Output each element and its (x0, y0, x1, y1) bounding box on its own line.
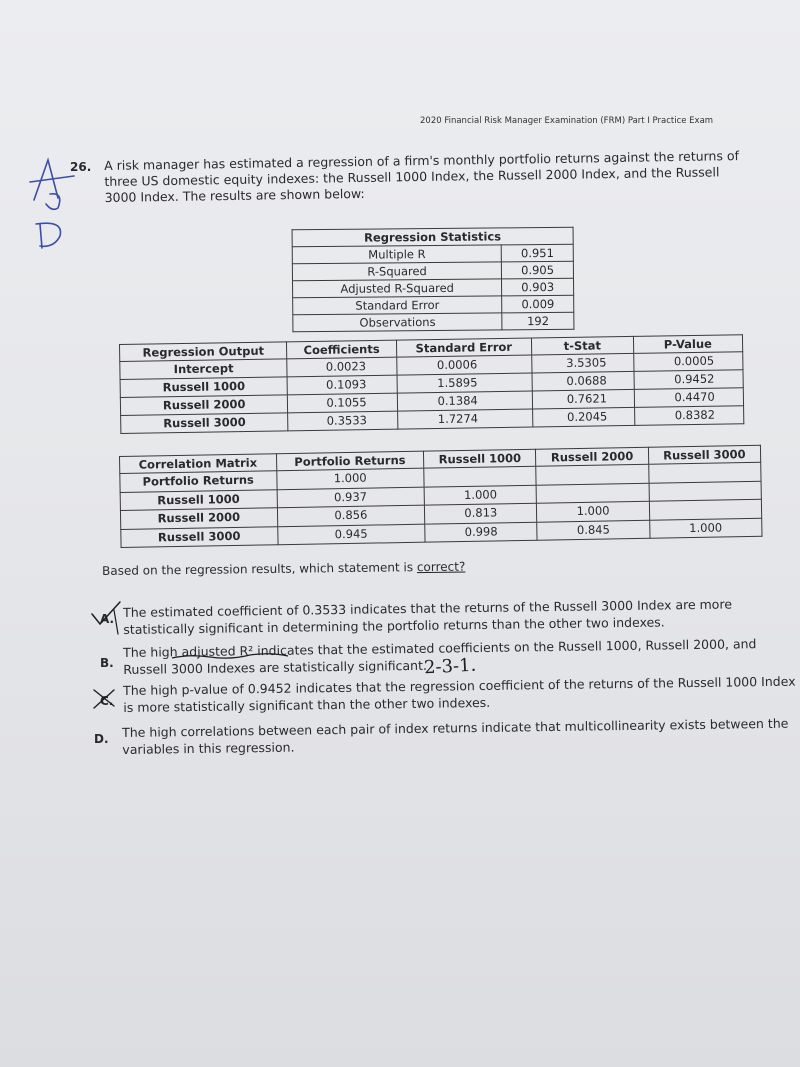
table-cell: 3.5305 (532, 353, 634, 373)
question-prompt (102, 560, 465, 578)
row-label: Russell 3000 (121, 413, 289, 434)
row-label: Russell 1000 (120, 489, 277, 510)
table-cell: 0.0006 (396, 355, 532, 375)
column-header: P-Value (633, 335, 743, 354)
table-cell (536, 483, 649, 503)
column-header: Russell 3000 (648, 445, 761, 464)
question-stem: A risk manager has estimated a regression of a firm's monthly portfolio returns against the returns of three US domestic equity indexes: the Russell 1000 Index, the Russell 2000 Index, and the Russell 3000 Index. The results are shown below: (104, 148, 740, 205)
stat-value: 192 (502, 312, 574, 330)
table-cell: 0.3533 (288, 411, 397, 431)
table-row (293, 278, 574, 297)
table-cell (649, 481, 762, 501)
row-label: Russell 1000 (120, 377, 288, 398)
table-row (292, 244, 573, 263)
row-label: Russell 2000 (120, 508, 277, 529)
regression-statistics-title: Regression Statistics (292, 227, 573, 246)
option-a: The estimated coefficient of 0.3533 indicates that the returns of the Russell 3000 Index are more statistically significant in determining the portfolio returns than the other two indexes. (123, 596, 733, 637)
table-cell: 0.845 (537, 520, 650, 540)
table-cell: 1.000 (649, 518, 762, 538)
stat-label: R-Squared (292, 262, 501, 281)
column-header: Coefficients (287, 340, 396, 359)
table-cell: 0.0023 (287, 357, 396, 377)
table-cell: 1.000 (276, 468, 424, 489)
stat-value: 0.951 (502, 244, 574, 262)
table-cell: 0.1384 (397, 391, 533, 411)
stat-label: Adjusted R-Squared (293, 279, 502, 298)
handwritten-letter-a-tail (46, 194, 60, 210)
table-cell: 0.0005 (633, 352, 743, 372)
table-cell (424, 466, 537, 486)
column-header: Russell 2000 (536, 447, 649, 466)
column-header: Correlation Matrix (120, 454, 277, 474)
option-d-letter: D. (94, 732, 109, 746)
stat-value: 0.905 (502, 261, 574, 279)
table-cell: 0.1093 (287, 375, 396, 395)
column-header: Regression Output (120, 342, 288, 362)
table-row (292, 261, 573, 280)
table-cell: 0.937 (277, 487, 425, 508)
column-header: Russell 1000 (424, 449, 537, 468)
stat-value: 0.903 (502, 278, 574, 296)
table-row (293, 295, 574, 314)
option-b: The high adjusted R² indicates that the estimated coefficients on the Russell 1000, Russell 2000, and Russell 3000 Indexes are statistically significant. (123, 636, 757, 677)
stat-label: Standard Error (293, 296, 502, 315)
cross-out-icon (92, 688, 122, 710)
question-text (104, 148, 755, 206)
check-mark-icon (88, 600, 130, 640)
regression-statistics-table (292, 227, 575, 332)
stat-value: 0.009 (502, 295, 574, 313)
table-cell: 0.1055 (288, 393, 397, 413)
row-label: Portfolio Returns (120, 471, 277, 492)
stat-label: Multiple R (292, 245, 501, 264)
row-label: Russell 2000 (120, 395, 288, 416)
column-header: Standard Error (396, 338, 532, 357)
regression-output-table (119, 334, 744, 434)
table-cell: 0.945 (277, 524, 425, 545)
column-header: Portfolio Returns (276, 451, 424, 471)
table-cell: 0.0688 (532, 371, 634, 391)
table-cell: 0.998 (425, 522, 538, 542)
table-cell: 0.4470 (634, 388, 744, 408)
prompt-text: Based on the regression results, which statement is (102, 560, 417, 578)
option-c-letter: C. (100, 694, 114, 708)
table-cell: 1.000 (537, 501, 650, 521)
option-c: The high p-value of 0.9452 indicates that the regression coefficient of the returns of the Russell 1000 Index is more statistically significant than the other two indexes. (123, 673, 796, 715)
option-a-letter: A. (100, 612, 115, 626)
table-cell: 1.000 (424, 485, 537, 505)
page-header: 2020 Financial Risk Manager Examination (FRM) Part I Practice Exam (420, 116, 714, 126)
table-cell (536, 464, 649, 484)
option-b-letter: B. (100, 656, 114, 670)
table-cell: 0.813 (425, 503, 538, 523)
table-cell (649, 499, 762, 519)
table-row (293, 312, 574, 331)
correlation-matrix-table (119, 445, 763, 548)
question-number: 26. (70, 160, 92, 174)
handwritten-letter-d-stem (40, 224, 42, 248)
handwritten-answer-marks (28, 152, 98, 252)
row-label: Russell 3000 (121, 526, 278, 547)
table-cell (648, 462, 761, 482)
table-cell: 0.856 (277, 505, 425, 526)
option-d: The high correlations between each pair of index returns indicate that multicollinearity exists between the variables in this regression. (122, 715, 789, 757)
table-cell: 1.7274 (397, 409, 533, 429)
table-cell: 1.5895 (397, 373, 533, 393)
table-cell: 0.2045 (532, 407, 634, 427)
table-cell: 0.8382 (634, 406, 744, 426)
column-header: t-Stat (531, 336, 633, 355)
table-cell: 0.7621 (532, 389, 634, 409)
table-cell: 0.9452 (634, 370, 744, 390)
scribble-underline-icon (170, 648, 290, 662)
stat-label: Observations (293, 313, 502, 332)
row-label: Intercept (120, 359, 288, 380)
handwritten-note: 2-3-1. (423, 654, 477, 679)
prompt-underlined: correct? (416, 559, 466, 575)
